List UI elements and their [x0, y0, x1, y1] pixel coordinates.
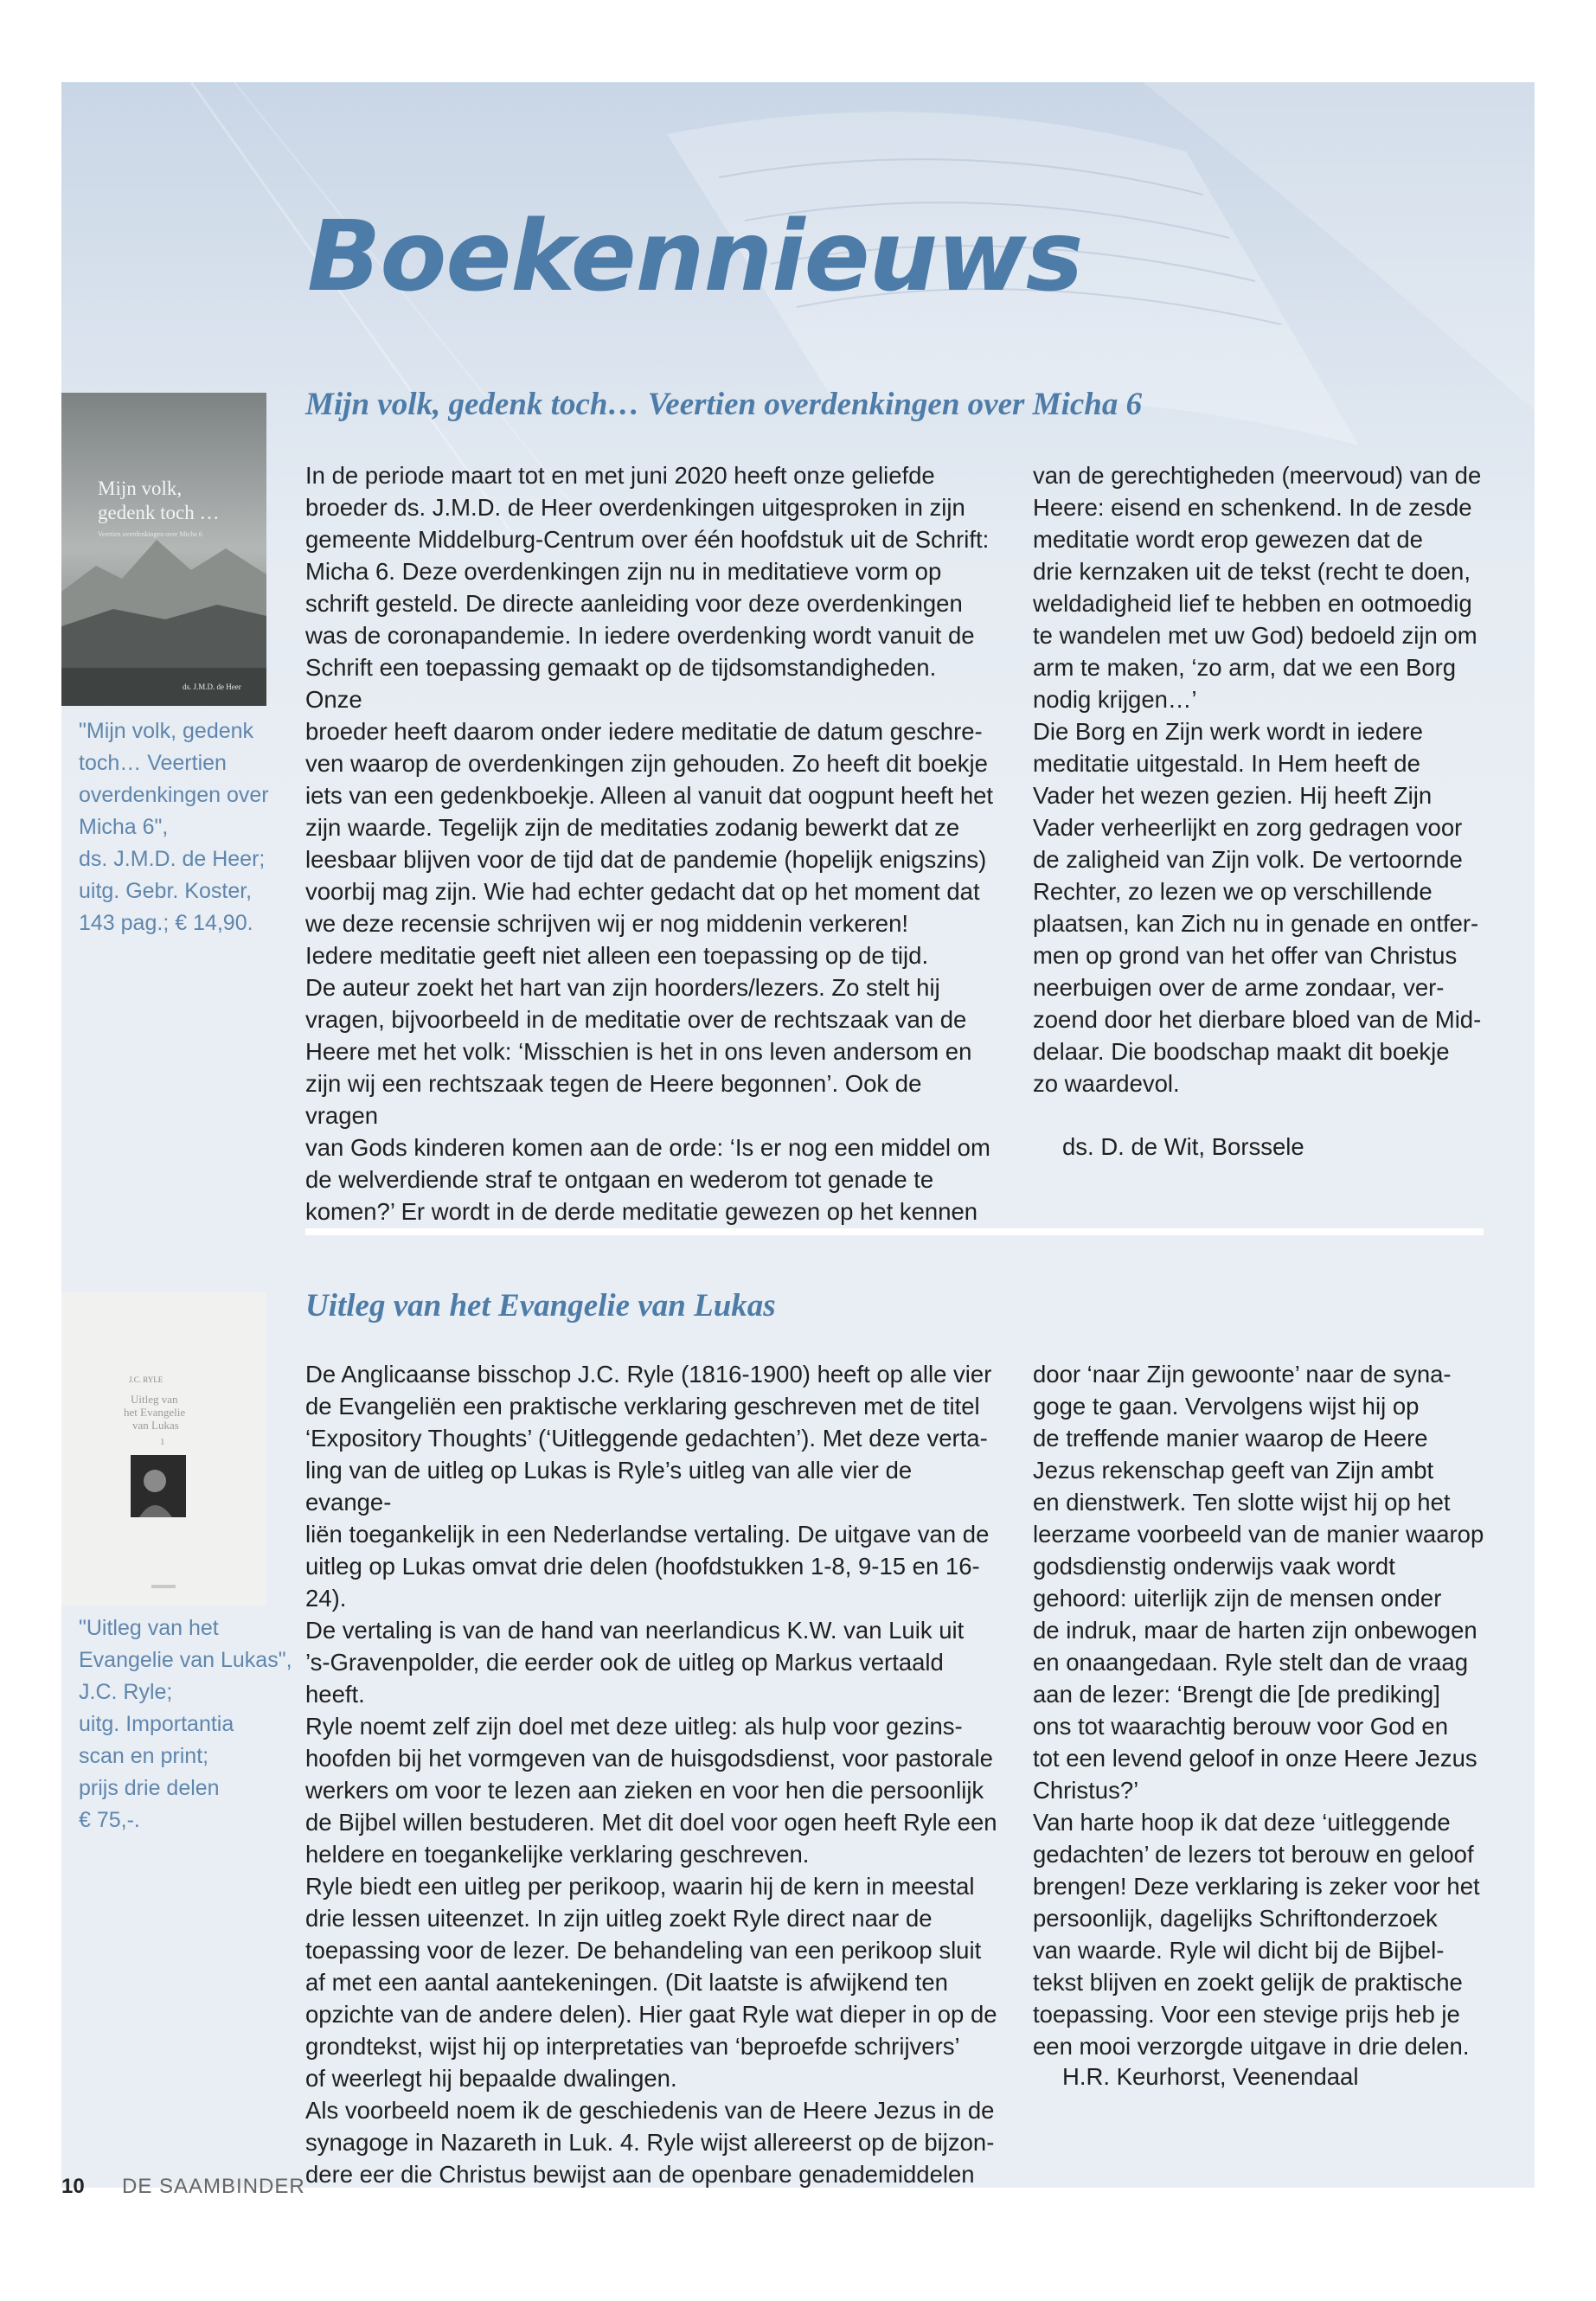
cover1-subtitle: Veertien overdenkingen over Micha 6: [98, 530, 202, 538]
cover2-author: J.C. RYLE: [129, 1375, 163, 1384]
cover2-title-line3: van Lukas: [132, 1419, 179, 1432]
cover2-title-line2: het Evangelie: [124, 1406, 186, 1419]
book-cover-lukas: [61, 1292, 266, 1606]
review2-caption: "Uitleg van het Evangelie van Lukas", J.C. Ryle; uitg. Importantia scan en print; prijs drie delen € 75,-.: [79, 1616, 292, 1832]
book-cover-micha: [61, 393, 266, 706]
cover1-author: ds. J.M.D. de Heer: [183, 683, 241, 691]
page-number: 10: [61, 2175, 85, 2198]
review2-column-1: De Anglicaanse bisschop J.C. Ryle (1816-1900) heeft op alle vier de Evangeliën een praktische verklaring geschreven met de titel ‘Expository Thoughts’ (‘Uitleggende gedachten’). Met deze verta- ling van de uitleg op Lukas is Ryle’s uitleg van alle vier de evange- liën toegankelijk in een Nederlandse vertaling. De uitgave van de uitleg op Lukas omvat drie delen (hoofdstukken 1-8, 9-15 en 16-24). De vertaling is van de hand van neerlandicus K.W. van Luik uit ’s-Gravenpolder, die eerder ook de uitleg op Markus vertaald heeft. Ryle noemt zelf zijn doel met deze uitleg: als hulp voor gezins- hoofden bij het vormgeven van de huisgodsdienst, voor pastorale werkers om voor te lezen aan zieken en voor hen die persoonlijk de Bijbel willen bestuderen. Met dit doel voor ogen heeft Ryle een heldere en toegankelijke verklaring geschreven. Ryle biedt een uitleg per perikoop, waarin hij de kern in meestal drie lessen uiteenzet. In zijn uitleg zoekt Ryle direct naar de toepassing voor de lezer. De behandeling van een perikoop sluit af met een aantal aantekeningen. (Dit laatste is afwijkend ten opzichte van de andere delen). Hier gaat Ryle wat dieper in op de grondtekst, wijst hij op interpretaties van ‘beproefde schrijvers’ of weerlegt hij bepaalde dwalingen. Als voorbeeld noem ik de geschiedenis van de Heere Jezus in de synagoge in Nazareth in Luk. 4. Ryle wijst allereerst op de bijzon- dere eer die Christus bewijst aan de openbare genademiddelen: [305, 1361, 997, 2188]
review1-signature: ds. D. de Wit, Borssele: [1062, 1133, 1304, 1160]
review2-column-2: door ‘naar Zijn gewoonte’ naar de syna- goge te gaan. Vervolgens wijst hij op de treffende manier waarop de Heere Jezus rekenschap geeft van Zijn ambt en dienstwerk. Ten slotte wijst hij op het leerzame voorbeeld van de manier waarop godsdienstig onderwijs vaak wordt gehoord: uiterlijk zijn de mensen onder de indruk, maar de harten zijn onbewogen en onaangedaan. Ryle stelt dan de vraag aan de lezer: ‘Brengt die [de prediking] ons tot waarachtig berouw voor God en tot een levend geloof in onze Heere Jezus Christus?’ Van harte hoop ik dat deze ‘uitleggende gedachten’ de lezers tot berouw en geloof brengen! Deze verklaring is zeker voor het persoonlijk, dagelijks Schriftonderzoek van waarde. Ryle wil dicht bij de Bijbel- tekst blijven en zoekt gelijk de praktische toepassing. Voor een stevige prijs heb je een mooi verzorgde uitgave in drie delen.: [1033, 1361, 1484, 2060]
review2-signature: H.R. Keurhorst, Veenendaal: [1062, 2063, 1359, 2090]
cover2-volume: 1: [160, 1437, 165, 1447]
page-title: Boekennieuws: [307, 201, 1083, 313]
cover1-title-line2: gedenk toch …: [98, 502, 220, 523]
magazine-name: DE SAAMBINDER: [122, 2175, 305, 2198]
section-divider: [305, 1228, 1484, 1235]
review1-column-1: In de periode maart tot en met juni 2020 heeft onze geliefde broeder ds. J.M.D. de Heer overdenkingen uitgesproken in zijn gemeente Middelburg-Centrum over één hoofdstuk uit de Schrift: Micha 6. Deze overdenkingen zijn nu in meditatieve vorm op schrift gesteld. De directe aanleiding voor deze overdenkingen was de coronapandemie. In iedere overdenking wordt vanuit de Schrift een toepassing gemaakt op de tijdsomstandigheden. Onze broeder heeft daarom onder iedere meditatie de datum geschre- ven waarop de overdenkingen zijn gehouden. Zo heeft dit boekje iets van een gedenkboekje. Alleen al vanuit dat oogpunt heeft het zijn waarde. Tegelijk zijn de meditaties zodanig bewerkt dat ze leesbaar blijven voor de tijd dat de pandemie (hopelijk enigszins) voorbij mag zijn. Wie had echter gedacht dat op het moment dat we deze recensie schrijven wij er nog middenin verkeren! Iedere meditatie geeft niet alleen een toepassing op de tijd. De auteur zoekt het hart van zijn hoorders/lezers. Zo stelt hij vragen, bijvoorbeeld in de meditatie over de rechtszaak van de Heere met het volk: ‘Misschien is het in ons leven andersom en zijn wij een rechtszaak tegen de Heere begonnen’. Ook de vragen van Gods kinderen komen aan de orde: ‘Is er nog een middel om de welverdiende straf te ontgaan en wederom tot genade te komen?’ Er wordt in de derde meditatie gewezen op het kennen: [305, 462, 994, 1225]
review1-column-2: van de gerechtigheden (meervoud) van de Heere: eisend en schenkend. In de zesde meditatie wordt erop gewezen dat de drie kernzaken uit de tekst (recht te doen, weldadigheid lief te hebben en ootmoedig te wandelen met uw God) bedoeld zijn om arm te maken, ‘zo arm, dat we een Borg nodig krijgen…’ Die Borg en Zijn werk wordt in iedere meditatie uitgestald. In Hem heeft de Vader het wezen gezien. Hij heeft Zijn Vader verheerlijkt en zorg gedragen voor de zaligheid van Zijn volk. De vertoornde Rechter, zo lezen we op verschillende plaatsen, kan Zich nu in genade en ontfer- men op grond van het offer van Christus neerbuigen over de arme zondaar, ver- zoend door het dierbare bloed van de Mid- delaar. Die boodschap maakt dit boekje zo waardevol.: [1033, 462, 1482, 1097]
review2-title: Uitleg van het Evangelie van Lukas: [305, 1288, 776, 1324]
review1-title: Mijn volk, gedenk toch… Veertien overdenkingen over Micha 6: [305, 387, 1143, 422]
cover2-title-line1: Uitleg van: [131, 1393, 178, 1406]
cover1-title-line1: Mijn volk,: [98, 478, 183, 499]
review1-caption: "Mijn volk, gedenk toch… Veertien overdenkingen over Micha 6", ds. J.M.D. de Heer; uitg. Gebr. Koster, 143 pag.; € 14,90.: [79, 719, 269, 935]
